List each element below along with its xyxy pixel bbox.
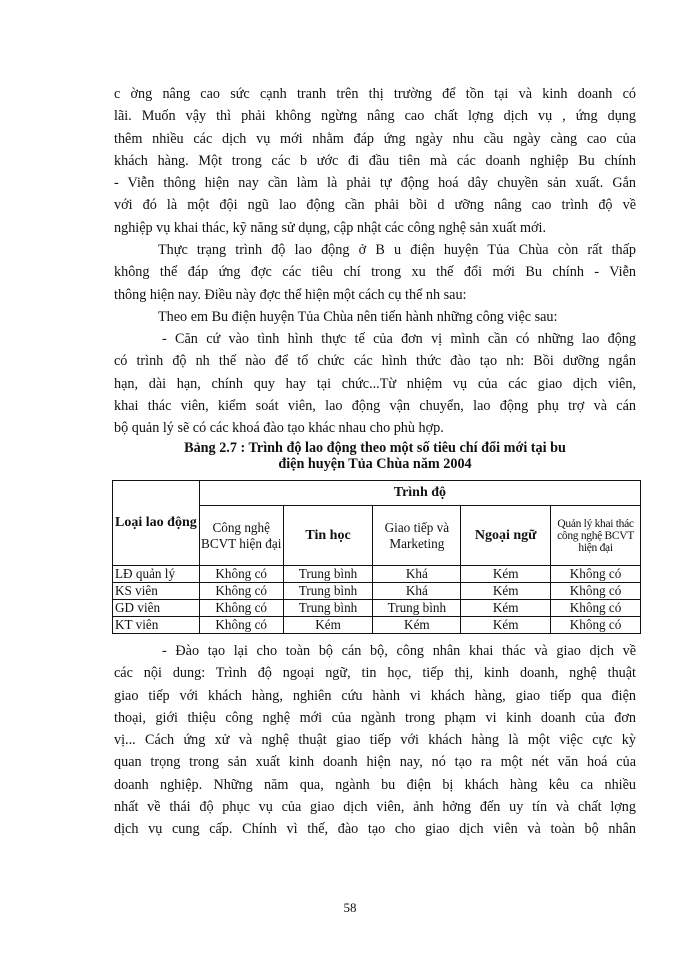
text-line: với đó là một đội ngũ lao động cần phải bồi d ưỡng nâng cao trình độ về (114, 197, 636, 214)
table-cell: Khá (373, 566, 461, 583)
table-cell: Không có (199, 617, 283, 634)
caption-line: Bảng 2.7 : Trình độ lao động theo một số tiêu chí đổi mới tại bu (184, 440, 566, 456)
column-header: Công nghệ BCVT hiện đại (199, 506, 283, 566)
group-header: Trình độ (199, 481, 640, 506)
table-cell: Kém (461, 583, 551, 600)
table-row (113, 566, 641, 583)
text-line: doanh nghiệp. Những năm qua, ngành bu điện bị khách hàng kêu ca nhiều (114, 776, 636, 793)
row-label: KT viên (113, 617, 200, 634)
text-line: Theo em Bu điện huyện Tủa Chùa nên tiến hành những công việc sau: (158, 309, 558, 325)
text-line: thoại, giới thiệu công nghệ mới của ngành trong phạm vi kinh doanh của đơn (114, 709, 636, 726)
table-cell: Trung bình (283, 583, 373, 600)
text-line: - Căn cứ vào tình hình thực tế của đơn vị mình cần có những lao động (162, 331, 636, 347)
column-header: Tin học (283, 506, 373, 566)
text-line: bộ quản lý sẽ có các khoá đào tạo khác nhau cho phù hợp. (114, 420, 444, 437)
text-line: các nội dung: Trình độ ngoại ngữ, tin học, tiếp thị, kinh doanh, nghệ thuật (114, 665, 636, 682)
paragraph-retraining (114, 640, 636, 841)
table-cell: Không có (551, 583, 641, 600)
table-cell: Không có (551, 600, 641, 617)
table-cell: Kém (283, 617, 373, 634)
paragraph-training-needs (114, 328, 636, 439)
table-cell: Kém (461, 617, 551, 634)
table-cell: Khá (373, 583, 461, 600)
page-number: 58 (343, 900, 357, 915)
text-line: thông hiện nay. Điều này đợc thể hiện một cách cụ thể nh sau: (114, 286, 467, 303)
row-label: LĐ quản lý (113, 566, 200, 583)
table-cell: Kém (373, 617, 461, 634)
text-line: quan trọng trong sản xuất kinh doanh hiện nay, nó tạo ra một nét văn hoá của (114, 754, 636, 771)
text-line: vị... Cách ứng xử và nghệ thuật giao tiếp với khách hàng là một việc cực kỳ (114, 732, 636, 749)
table-cell: Trung bình (283, 566, 373, 583)
text-line: có trình độ nh thế nào để tổ chức các hình thức đào tạo nh: Bồi dưỡng ngắn (114, 353, 636, 370)
skill-level-table (112, 480, 641, 634)
text-line: dịch vụ cung cấp. Chính vì thế, đào tạo cho giao dịch viên và toàn bộ nhân (114, 821, 636, 838)
row-header: Loại lao động (113, 481, 200, 566)
column-header: Quản lý khai thác công nghệ BCVT hiện đại (551, 506, 641, 566)
table-cell: Trung bình (283, 600, 373, 617)
column-header: Giao tiếp và Marketing (373, 506, 461, 566)
text-line: nghiệp vụ khai thác, kỹ năng sử dụng, cập nhật các công nghệ sản xuất mới. (114, 219, 547, 236)
text-line: thêm nhiều các dịch vụ mới nhằm đáp ứng ngày nhu cầu ngày càng cao của (114, 130, 636, 147)
table-cell: Không có (199, 600, 283, 617)
text-line: Thực trạng trình độ lao động ở B u điện huyện Tủa Chùa còn rất thấp (158, 242, 636, 258)
text-line: khách hàng. Một trong các b ước đi đầu tiên mà các doanh nghiệp Bu chính (114, 152, 636, 169)
table-cell: Kém (461, 566, 551, 583)
caption-line: điện huyện Tủa Chùa năm 2004 (278, 456, 472, 472)
text-line: lãi. Muốn vậy thì phải không ngừng nâng cao chất lợng dịch vụ , ứng dụng (114, 108, 636, 125)
paragraph-proposal (114, 306, 636, 328)
text-line: không thể đáp ứng đợc các tiêu chí trong xu thế đổi mới Bu chính - Viễn (114, 264, 636, 281)
text-line: - Đào tạo lại cho toàn bộ cán bộ, công nhân khai thác và giao dịch về (162, 643, 636, 659)
text-line: nhất về thái độ phục vụ của giao dịch viên, ảnh hởng đến uy tín và chất lợng (114, 799, 636, 816)
table-cell: Không có (199, 583, 283, 600)
table-cell: Trung bình (373, 600, 461, 617)
text-line: giao tiếp với khách hàng, nghiên cứu hành vi khách hàng, giao tiếp qua điện (114, 687, 636, 704)
table-row (113, 617, 641, 634)
table-caption (148, 440, 602, 472)
paragraph-intro (114, 83, 636, 239)
text-line: hạn, dài hạn, chính quy hay tại chức...Từ nhiệm vụ của các giao dịch viên, (114, 375, 636, 392)
table-row (113, 583, 641, 600)
table-row (113, 600, 641, 617)
paragraph-current-state (114, 239, 636, 306)
column-header: Ngoại ngữ (461, 506, 551, 566)
row-label: KS viên (113, 583, 200, 600)
table-cell: Không có (199, 566, 283, 583)
text-line: - Viễn thông hiện nay cần làm là phải tự động hoá dây chuyền sản xuất. Gắn (114, 175, 636, 192)
table-cell: Kém (461, 600, 551, 617)
text-line: khai thác viên, kiểm soát viên, lao động vận chuyển, lao động phụ trợ và cán (114, 397, 636, 414)
table-cell: Không có (551, 617, 641, 634)
row-label: GD viên (113, 600, 200, 617)
text-line: c ờng nâng cao sức cạnh tranh trên thị trường để tồn tại và kinh doanh có (114, 86, 636, 102)
table-cell: Không có (551, 566, 641, 583)
